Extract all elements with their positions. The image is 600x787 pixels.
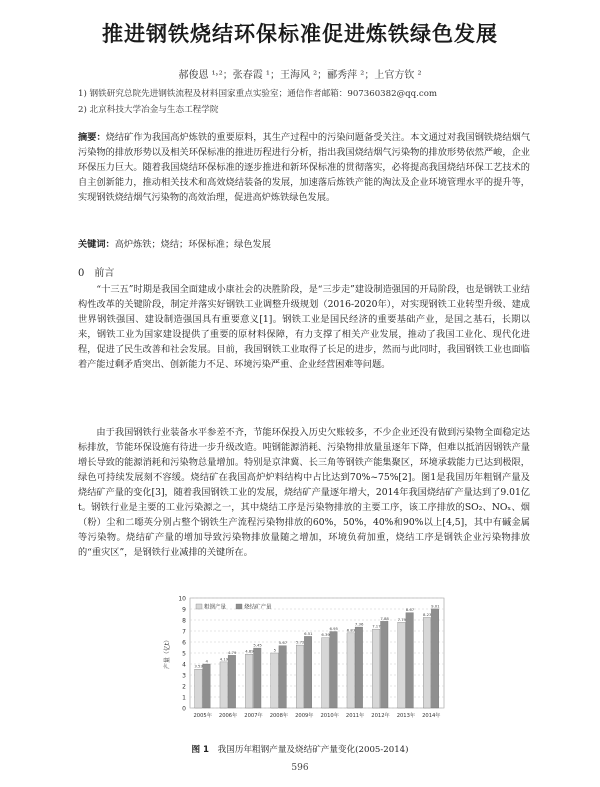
x-tick-label: 2005年 bbox=[193, 713, 212, 719]
data-label: 4.79 bbox=[227, 649, 237, 655]
figure-caption-label: 图 1 bbox=[191, 745, 210, 755]
bar-sinter bbox=[330, 632, 338, 708]
data-label: 5 bbox=[273, 647, 277, 653]
figure-caption-text: 我国历年粗钢产量及烧结矿产量变化(2005-2014) bbox=[217, 745, 409, 755]
bar-crude-steel bbox=[220, 662, 228, 708]
y-tick-label: 2 bbox=[182, 683, 186, 691]
data-label: 9.01 bbox=[431, 603, 440, 609]
bar-sinter bbox=[203, 664, 211, 708]
bar-crude-steel bbox=[423, 617, 431, 708]
data-label: 5.72 bbox=[296, 639, 305, 645]
x-tick-label: 2010年 bbox=[320, 713, 339, 719]
bar-crude-steel bbox=[347, 633, 355, 708]
data-label: 7.17 bbox=[372, 623, 381, 629]
legend-swatch bbox=[236, 604, 242, 609]
x-tick-label: 2006年 bbox=[218, 713, 238, 719]
bar-crude-steel bbox=[271, 653, 279, 708]
data-label: 6.83 bbox=[346, 627, 356, 633]
data-label: 6.39 bbox=[321, 632, 330, 638]
paragraph-1: “十三五”时期是我国全面建成小康社会的决胜阶段，是“三步走”建设制造强国的开局阶段，也是钢铁工业结构性改革的关键阶段，制定并落实好钢铁工业调整升级规划（2016-2020年），对实现钢铁工业转型升级、建成世界钢铁强国、建设制造强国具有重要意义[1]。钢铁工业是国民经济的重要基础产业，是国之基石，长期以来，钢铁工业为国家建设提供了重要的原材料保障，有力支撑了相关产业发展，推动了我国工业化、现代化进程，促进了民生改善和社会发展。目前，我国钢铁工业取得了长足的进步，然而与此同时，我国钢铁工业也面临着产能过剩矛盾突出、创新能力不足、环境污染严重、企业经营困难等问题。 bbox=[78, 284, 530, 370]
x-tick-label: 2013年 bbox=[396, 713, 416, 719]
y-tick-label: 5 bbox=[182, 650, 186, 658]
legend-label: 烧结矿产量 bbox=[244, 604, 272, 611]
y-tick-label: 3 bbox=[182, 672, 186, 680]
keywords bbox=[78, 236, 271, 250]
bar-sinter bbox=[355, 627, 363, 708]
keywords-label: 关键词： bbox=[78, 239, 115, 250]
data-label: 4.19 bbox=[219, 656, 229, 662]
keywords-text: 高炉炼铁；烧结；环保标准；绿色发展 bbox=[114, 239, 271, 250]
y-tick-label: 8 bbox=[182, 617, 186, 625]
data-label: 4 bbox=[205, 658, 208, 664]
x-tick-label: 2008年 bbox=[269, 713, 289, 719]
data-label: 7.79 bbox=[397, 616, 407, 622]
bar-crude-steel bbox=[195, 669, 203, 708]
affiliation-2: 2) 北京科技大学冶金与生态工程学院 bbox=[78, 105, 219, 115]
data-label: 6.51 bbox=[304, 630, 313, 636]
x-tick-label: 2014年 bbox=[422, 713, 441, 719]
data-label: 8.67 bbox=[405, 607, 415, 613]
data-label: 5.45 bbox=[253, 642, 262, 648]
data-label: 8.23 bbox=[423, 611, 432, 617]
data-label: 7.36 bbox=[354, 621, 364, 627]
bar-sinter bbox=[228, 655, 236, 708]
data-label: 6.95 bbox=[329, 626, 338, 632]
page-number: 596 bbox=[291, 763, 309, 773]
data-label: 3.53 bbox=[194, 663, 203, 669]
bar-sinter bbox=[304, 636, 312, 708]
data-label: 5.67 bbox=[278, 640, 288, 646]
bar-sinter bbox=[279, 646, 287, 708]
bar-crude-steel bbox=[322, 638, 330, 708]
y-axis-label: 产量（亿t） bbox=[164, 636, 171, 670]
y-tick-label: 1 bbox=[182, 694, 186, 702]
bar-crude-steel bbox=[398, 622, 406, 708]
author-list: 郝俊恩 ¹˒²；张春霞 ¹；王海风 ²；郦秀萍 ²；上官方钦 ² bbox=[178, 70, 422, 81]
legend-swatch bbox=[196, 604, 202, 609]
y-tick-label: 10 bbox=[178, 595, 186, 603]
bar-sinter bbox=[431, 609, 439, 708]
section-heading: 0 前言 bbox=[78, 268, 115, 279]
figure-caption bbox=[0, 743, 600, 755]
data-label: 4.89 bbox=[245, 648, 254, 654]
affiliation-1: 1) 钢铁研究总院先进钢铁流程及材料国家重点实验室；通信作者邮箱：907360382@qq.com bbox=[78, 89, 438, 99]
y-tick-label: 9 bbox=[182, 606, 186, 614]
bar-crude-steel bbox=[372, 629, 380, 708]
y-tick-label: 6 bbox=[182, 639, 186, 647]
legend-label: 粗钢产量 bbox=[204, 604, 227, 611]
x-tick-label: 2007年 bbox=[244, 713, 263, 719]
production-bar-chart bbox=[160, 590, 450, 726]
bar-sinter bbox=[406, 613, 414, 708]
bar-sinter bbox=[254, 648, 262, 708]
data-label: 7.88 bbox=[380, 615, 389, 621]
abstract-label: 摘要： bbox=[78, 132, 106, 143]
bar-crude-steel bbox=[296, 645, 304, 708]
paper-title: 推进钢铁烧结环保标准促进炼铁绿色发展 bbox=[102, 22, 498, 46]
y-tick-label: 0 bbox=[182, 705, 186, 713]
y-tick-label: 4 bbox=[182, 661, 186, 669]
bar-sinter bbox=[381, 621, 389, 708]
x-tick-label: 2011年 bbox=[345, 713, 365, 719]
x-tick-label: 2012年 bbox=[371, 713, 390, 719]
y-tick-label: 7 bbox=[182, 628, 186, 636]
bar-crude-steel bbox=[245, 654, 253, 708]
abstract-text: 烧结矿作为我国高炉炼铁的重要原料，其生产过程中的污染问题备受关注。本文通过对我国钢铁烧结烟气污染物的排放形势以及相关环保标准的推进历程进行分析，指出我国烧结烟气污染物的排放形势依然严峻，企业环保压力巨大。随着我国烧结环保标准的逐步推进和新环保标准的贯彻落实，必将提高我国烧结环保工艺技术的自主创新能力，推动相关技术和高效烧结装备的发展，加速落后炼铁产能的淘汰及企业环境管理水平的提升等，实现钢铁烧结烟气污染物的高效治理，促进高炉炼铁绿色发展。 bbox=[78, 132, 531, 203]
abstract bbox=[78, 130, 530, 205]
x-tick-label: 2009年 bbox=[295, 713, 314, 719]
paragraph-2: 由于我国钢铁行业装备水平参差不齐，节能环保投入历史欠账较多，不少企业还没有做到污染物全面稳定达标排放，节能环保设施有待进一步升级改造。吨钢能源消耗、污染物排放量虽逐年下降，但难以抵消因钢铁产量增长导致的能源消耗和污染物总量增加。特别是京津冀、长三角等钢铁产能集聚区，环境承载能力已达到极限，绿色可持续发展刻不容缓。烧结矿在我国高炉炉料结构中占比达到70%~75%[2]。图1是我国历年粗钢产量及烧结矿产量的变化[3]，随着我国钢铁工业的发展，烧结矿产量逐年增大，2014年我国烧结矿产量达到了9.01亿t。钢铁行业是主要的工业污染源之一，其中烧结工序是污染物排放的主要工序，该工序排放的SO₂、NOₓ、烟（粉）尘和二噁英分别占整个钢铁生产流程污染物排放的60%，50%，40%和90%以上[4,5]，其中有碱金属等污染物。烧结矿产量的增加导致污染物排放量随之增加，环境负荷加重，烧结工序是钢铁企业污染物排放的“重灾区”，是钢铁行业减排的关键所在。 bbox=[78, 427, 530, 558]
